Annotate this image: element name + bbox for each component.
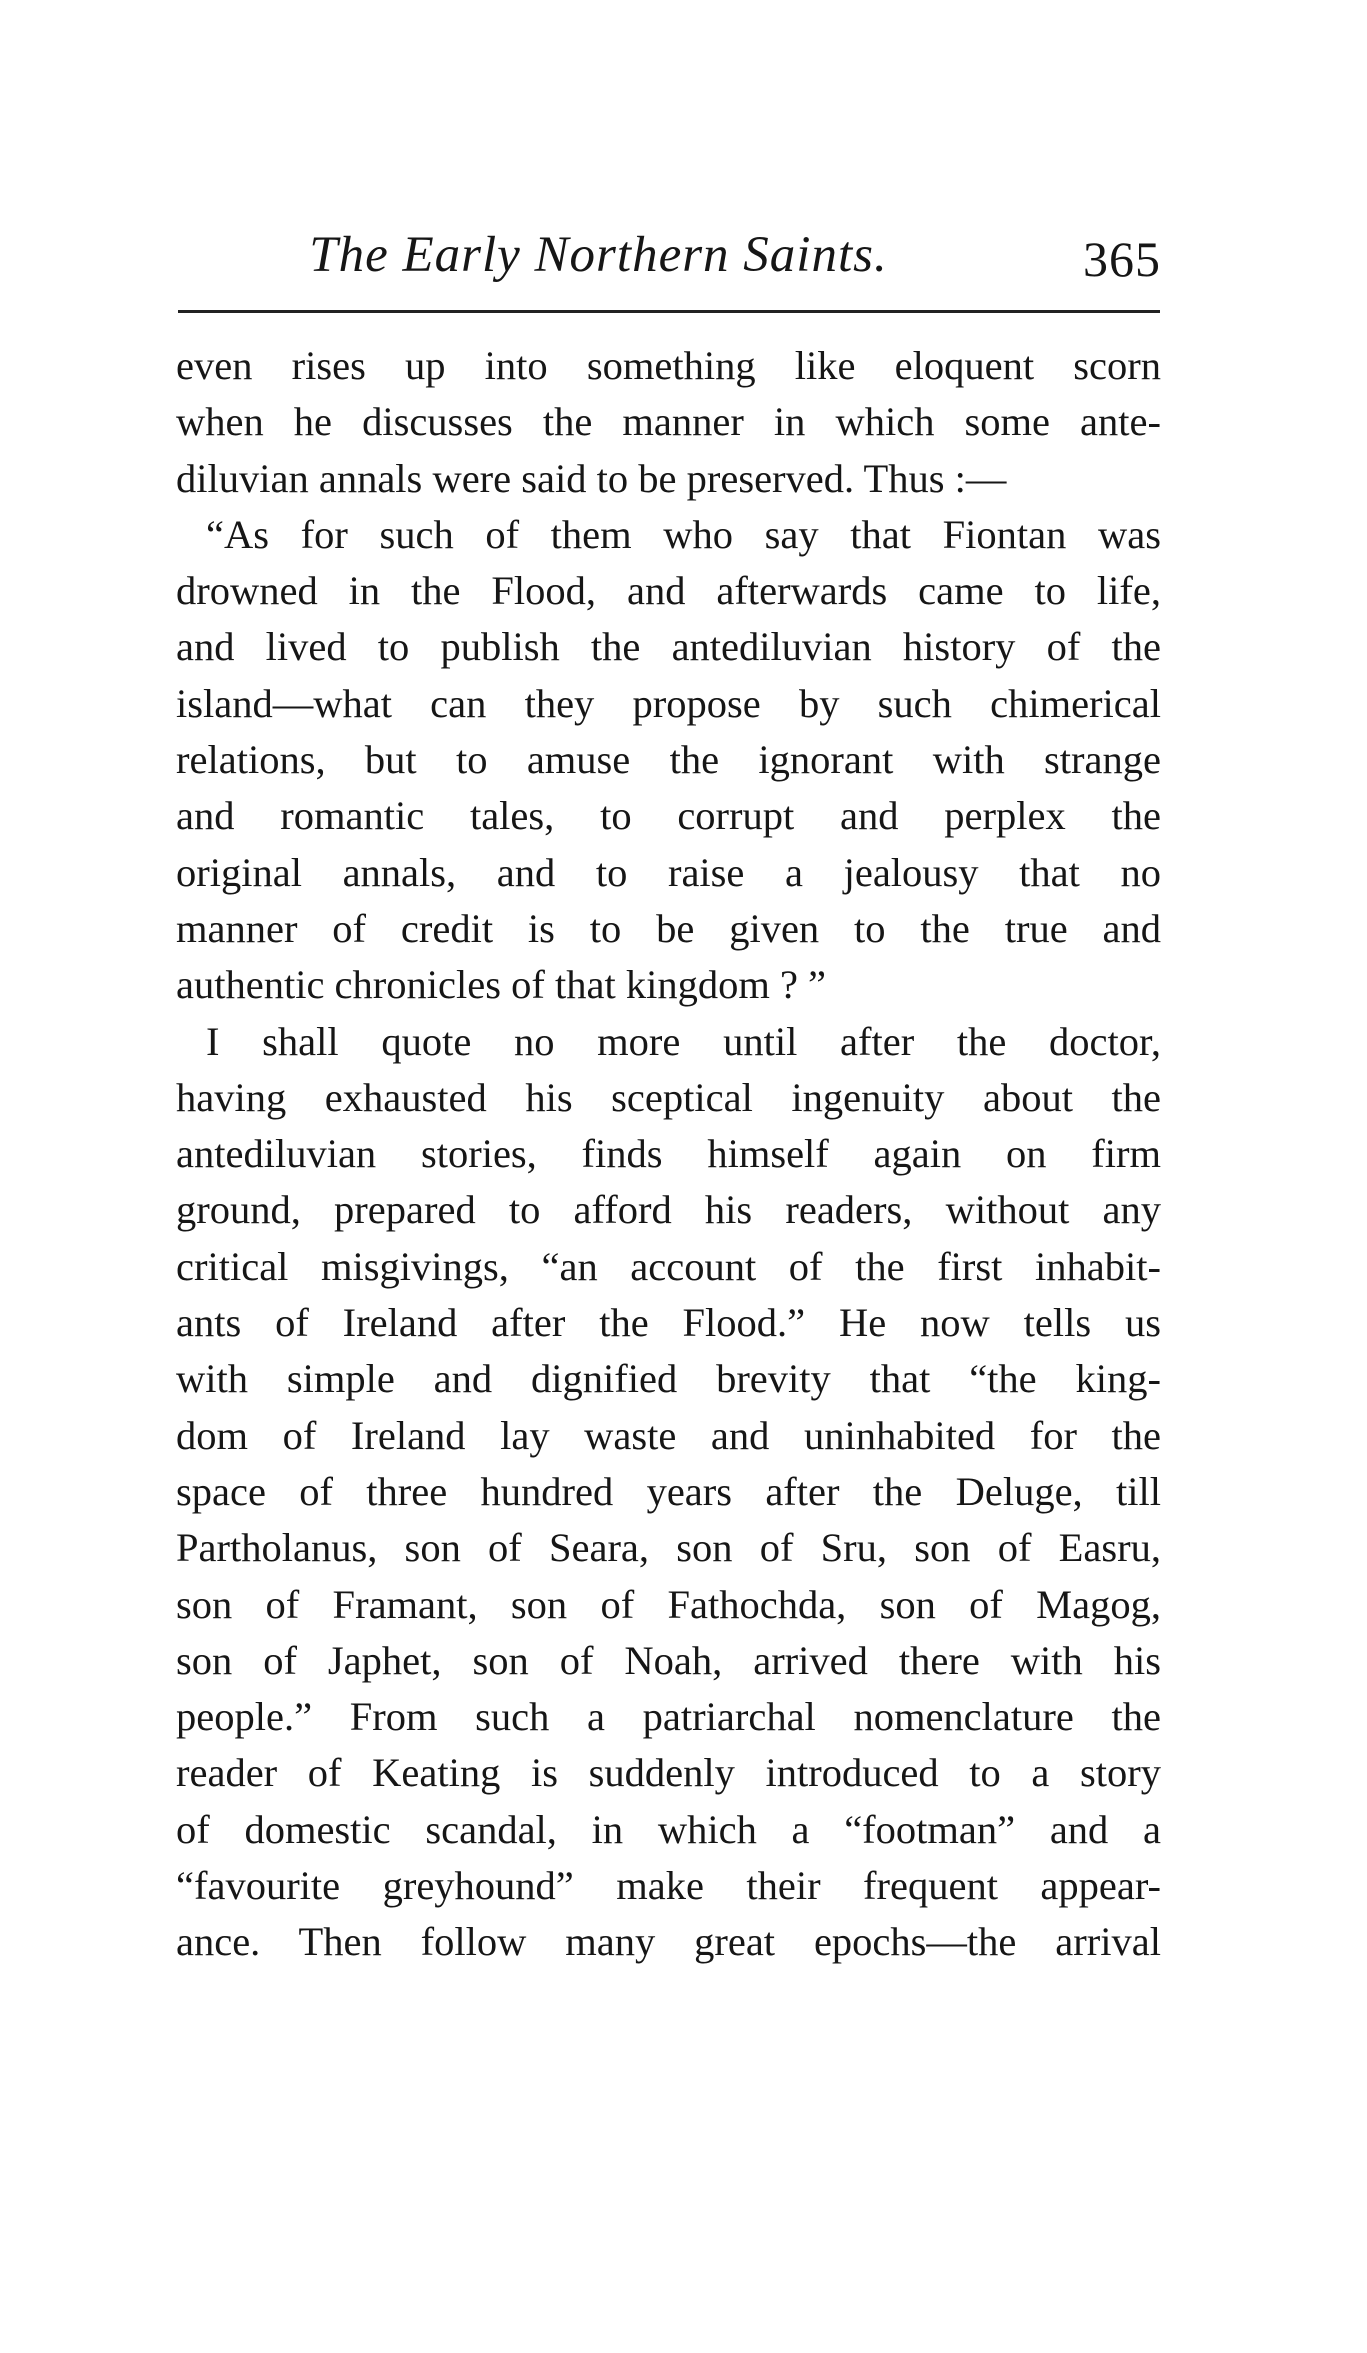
text-line: dom of Ireland lay waste and uninhabited for the (176, 1412, 1161, 1458)
running-title: The Early Northern Saints. (309, 227, 888, 283)
text-line: critical misgivings, “an account of the first inhabit- (176, 1243, 1161, 1289)
text-line: island—what can they propose by such chimerical (176, 680, 1161, 726)
text-line: reader of Keating is suddenly introduced to a story (176, 1750, 1161, 1796)
text-line: even rises up into something like eloquent scorn (176, 343, 1161, 388)
text-line: with simple and dignified brevity that “the king- (176, 1356, 1161, 1402)
text-line: ants of Ireland after the Flood.” He now tells us (176, 1300, 1161, 1346)
text-line: people.” From such a patriarchal nomenclature the (176, 1694, 1161, 1740)
text-line: “As for such of them who say that Fiontan was (206, 511, 1161, 557)
text-line: original annals, and to raise a jealousy that no (176, 849, 1161, 895)
text-line: “favourite greyhound” make their frequent appear- (176, 1863, 1161, 1909)
text-line: and romantic tales, to corrupt and perplex the (176, 793, 1161, 839)
text-line: manner of credit is to be given to the true and (176, 905, 1161, 951)
text-line: I shall quote no more until after the doctor, (206, 1018, 1161, 1064)
page-number: 365 (1083, 231, 1161, 287)
text-line: son of Japhet, son of Noah, arrived there with his (176, 1637, 1161, 1683)
text-line: of domestic scandal, in which a “footman” and a (176, 1806, 1161, 1852)
text-line: authentic chronicles of that kingdom ? ” (176, 962, 827, 1008)
running-head (176, 222, 1161, 292)
text-line: when he discusses the manner in which some ante- (176, 399, 1161, 445)
text-line: ance. Then follow many great epochs—the arrival (176, 1919, 1161, 1965)
text-line: and lived to publish the antediluvian history of the (176, 624, 1161, 670)
text-line: Partholanus, son of Seara, son of Sru, son of Easru, (176, 1525, 1161, 1571)
header-rule (178, 310, 1160, 313)
text-line: ground, prepared to afford his readers, without any (176, 1187, 1161, 1233)
text-line: relations, but to amuse the ignorant with strange (176, 737, 1161, 783)
text-line: drowned in the Flood, and afterwards came to life, (176, 568, 1161, 614)
text-line: son of Framant, son of Fathochda, son of Magog, (176, 1581, 1161, 1627)
body-text (176, 338, 1161, 1971)
text-line: diluvian annals were said to be preserved. Thus :— (176, 455, 1007, 501)
text-line: space of three hundred years after the Deluge, till (176, 1468, 1161, 1514)
text-line: having exhausted his sceptical ingenuity about the (176, 1074, 1161, 1120)
text-line: antediluvian stories, finds himself again on firm (176, 1131, 1161, 1177)
